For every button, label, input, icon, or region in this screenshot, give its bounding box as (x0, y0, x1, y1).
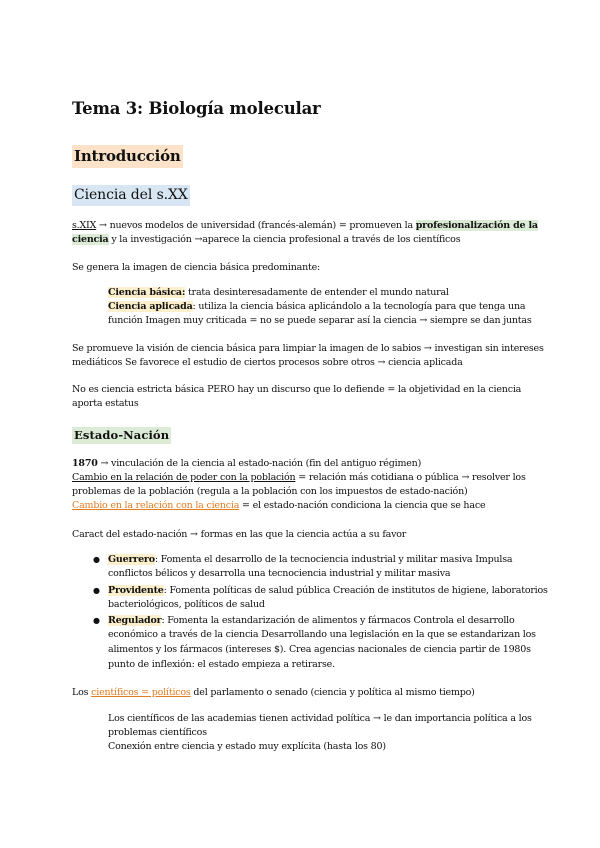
section-heading-introduccion: Introducción (72, 147, 183, 165)
indent-2-line-3: Conexión entre ciencia y estado muy explícita (hasta los 80) (108, 741, 386, 752)
bullet-regulador-line-2: económico a través de la ciencia Desarrollando una legislación en la que se estandarizan los (108, 629, 536, 640)
subsection-heading-ciencia-sxx: Ciencia del s.XX (72, 187, 190, 203)
document-title: Tema 3: Biología molecular (72, 99, 321, 118)
paragraph-4-line-2: aporta estatus (72, 398, 139, 409)
bullet-regulador-line-4: punto de inflexión: el estado empieza a retirarse. (108, 659, 335, 670)
paragraph-1-line-1: s.XIX → nuevos modelos de universidad (francés-alemán) = promueven la profesionalización de la (72, 220, 538, 231)
paragraph-7: Los científicos = políticos del parlamento o senado (ciencia y política al mismo tiempo) (72, 687, 475, 698)
bullet-regulador-line-3: alimentos y los fármacos (intereses $). Crea agencias nacionales de ciencia partir de 1980s (108, 644, 531, 655)
paragraph-3-line-2: mediáticos Se favorece el estudio de ciertos procesos sobre otros → ciencia aplicada (72, 357, 463, 368)
ciencia-aplicada-line: Ciencia aplicada: utiliza la ciencia básica aplicándolo a la tecnología para que tenga una (108, 301, 526, 312)
bullet-dot: ● (93, 616, 100, 625)
bullet-guerrero-line-2: conflictos bélicos y desarrolla una tecnociencia industrial y militar masiva (108, 568, 451, 579)
paragraph-6: Caract del estado-nación → formas en las que la ciencia actúa a su favor (72, 529, 407, 540)
paragraph-5-line-1: 1870 → vinculación de la ciencia al estado-nación (fin del antiguo régimen) (72, 458, 422, 469)
paragraph-5-line-2: Cambio en la relación de poder con la población = relación más cotidiana o pública → resolver los (72, 472, 526, 483)
ciencia-basica-line: Ciencia básica: trata desinteresadamente de entender el mundo natural (108, 287, 449, 298)
bullet-providente-line-2: bacteriológicos, políticos de salud (108, 599, 265, 610)
indent-2-line-2: problemas científicos (108, 727, 207, 738)
subsection-heading-estado-nacion: Estado-Nación (74, 428, 170, 442)
ciencia-aplicada-line-2: función Imagen muy criticada = no se puede separar así la ciencia → siempre se dan juntas (108, 315, 532, 326)
paragraph-1-line-2: ciencia y la investigación →aparece la ciencia profesional a través de los científicos (72, 234, 461, 245)
relacion-ciencia-link[interactable]: Cambio en la relación con la ciencia (72, 500, 240, 511)
paragraph-2: Se genera la imagen de ciencia básica predominante: (72, 262, 321, 273)
bullet-dot: ● (93, 555, 100, 564)
bullet-dot: ● (93, 586, 100, 595)
bullet-regulador-line-1: Regulador: Fomenta la estandarización de alimentos y fármacos Controla el desarrollo (108, 615, 515, 626)
paragraph-3-line-1: Se promueve la visión de ciencia básica para limpiar la imagen de lo sabios → investigan sin intereses (72, 343, 544, 354)
bullet-providente-line-1: Providente: Fomenta políticas de salud pública Creación de institutos de higiene, laboratorios (108, 585, 548, 596)
paragraph-5-line-3: problemas de la población (regula a la población con los impuestos de estado-nación) (72, 486, 468, 497)
paragraph-4-line-1: No es ciencia estricta básica PERO hay un discurso que lo defiende = la objetividad en la ciencia (72, 384, 522, 395)
indent-2-line-1: Los científicos de las academias tienen actividad política → le dan importancia política a los (108, 713, 532, 724)
paragraph-5-line-4: Cambio en la relación con la ciencia = el estado-nación condiciona la ciencia que se hace (72, 500, 486, 511)
poder-poblacion-link[interactable]: Cambio en la relación de poder con la población (72, 472, 296, 483)
bullet-guerrero-line-1: Guerrero: Fomenta el desarrollo de la tecnociencia industrial y militar masiva Impulsa (108, 554, 513, 565)
cientificos-politicos-link[interactable]: científicos = políticos (91, 687, 191, 698)
